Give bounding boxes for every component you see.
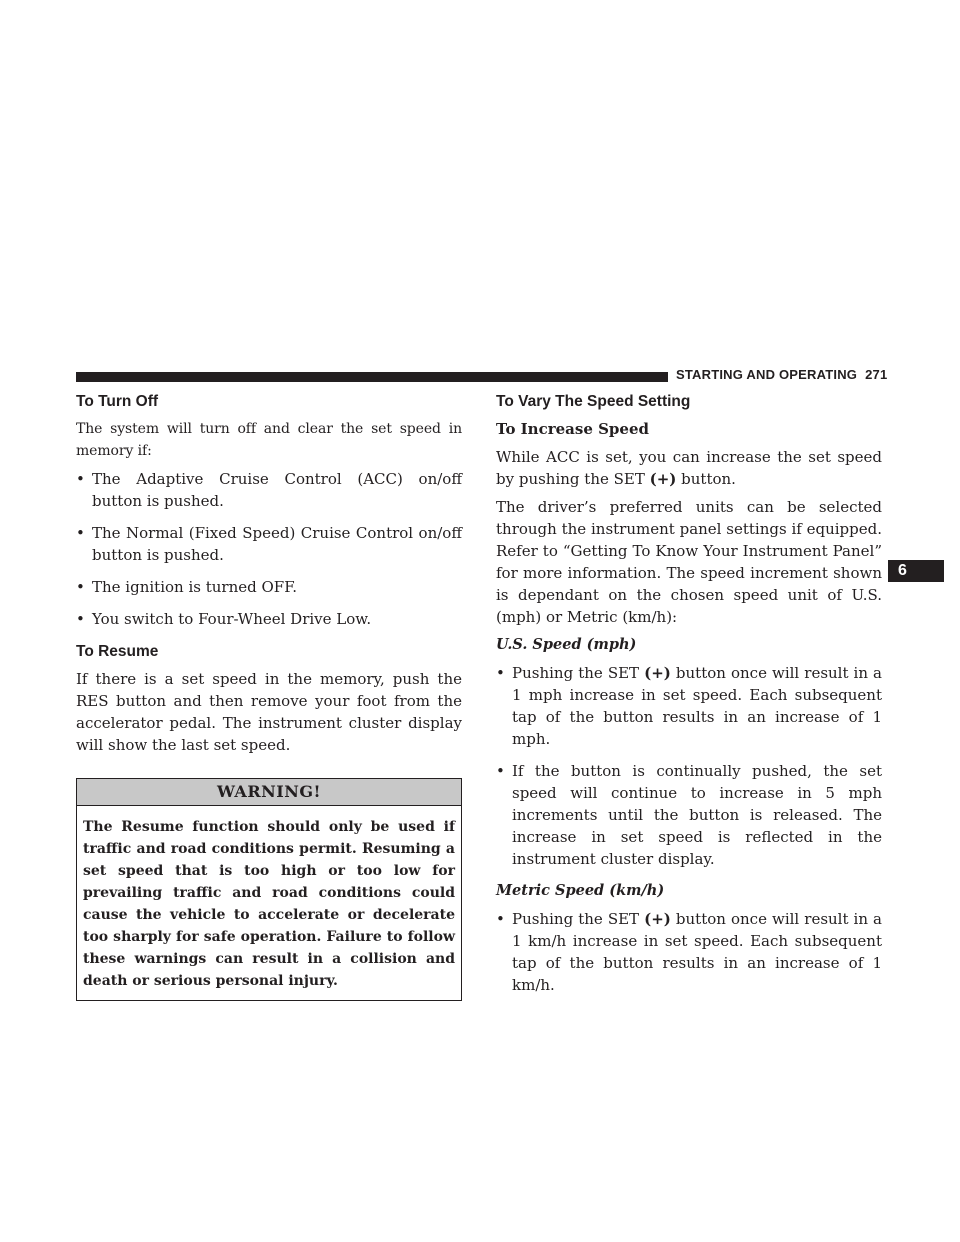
chapter-tab[interactable]: 6 xyxy=(888,560,944,582)
metric-speed-list xyxy=(496,908,882,996)
subheading-us-speed: U.S. Speed (mph) xyxy=(496,636,637,653)
turn-off-intro: The system will turn off and clear the set speed in memory if: xyxy=(76,421,462,459)
us-speed-list xyxy=(496,662,882,870)
text-run: While ACC is set, you can increase the set speed by pushing the SET xyxy=(496,448,882,488)
left-column xyxy=(76,392,462,1001)
list-item: • The Normal (Fixed Speed) Cruise Control on/off button is pushed. xyxy=(76,522,462,566)
list-item xyxy=(496,662,882,750)
list-item xyxy=(496,908,882,996)
resume-text: If there is a set speed in the memory, push the RES button and then remove your foot from the accelerator pedal. The instrument cluster display will show the last set speed. xyxy=(76,670,462,754)
right-column xyxy=(496,392,882,1006)
header-title: STARTING AND OPERATING xyxy=(676,367,858,382)
increase-speed-text xyxy=(496,446,882,490)
subheading-increase-speed: To Increase Speed xyxy=(496,420,649,438)
list-item: • The ignition is turned OFF. xyxy=(76,576,462,598)
list-item: • If the button is continually pushed, the set speed will continue to increase in 5 mph increments until the button is released. The increase in set speed is reflected in the instrument cluster display. xyxy=(496,760,882,870)
set-plus-label: (+) xyxy=(644,664,671,682)
list-item: • The Adaptive Cruise Control (ACC) on/off button is pushed. xyxy=(76,468,462,512)
subheading-metric-speed: Metric Speed (km/h) xyxy=(496,882,665,899)
text-run: button. xyxy=(676,470,736,488)
set-plus-label: (+) xyxy=(649,470,677,488)
heading-turn-off: To Turn Off xyxy=(76,393,159,410)
set-plus-label: (+) xyxy=(644,910,671,928)
turn-off-list xyxy=(76,468,462,630)
header-rule xyxy=(76,372,668,382)
text-run: button once will result in a 1 km/h increase in set speed. Each subsequent tap of the button results in an increase of 1 km/h. xyxy=(512,910,882,994)
heading-vary-speed: To Vary The Speed Setting xyxy=(496,393,691,410)
heading-resume: To Resume xyxy=(76,643,159,660)
warning-title: WARNING! xyxy=(77,779,461,806)
page-number: 271 xyxy=(865,367,888,382)
running-header xyxy=(676,367,886,382)
text-run: Pushing the SET xyxy=(512,664,645,682)
warning-box xyxy=(76,778,462,1001)
text-run: Pushing the SET xyxy=(512,910,645,928)
units-text: The driver’s preferred units can be selected through the instrument panel settings if equipped. Refer to “Getting To Know Your Instrument Panel” for more information. The speed increment shown is dependant on the chosen speed unit of U.S. (mph) or Metric (km/h): xyxy=(496,498,882,626)
warning-text: The Resume function should only be used if traffic and road conditions permit. Resuming a set speed that is too high or too low for prevailing traffic and road conditions could cause the vehicle to accelerate or decelerate too sharply for safe operation. Failure to follow these warnings can result in a collision and death or serious personal injury. xyxy=(83,819,455,989)
list-item: • You switch to Four-Wheel Drive Low. xyxy=(76,608,462,630)
text-run: button once will result in a 1 mph increase in set speed. Each subsequent tap of the button results in an increase of 1 mph. xyxy=(512,664,882,748)
